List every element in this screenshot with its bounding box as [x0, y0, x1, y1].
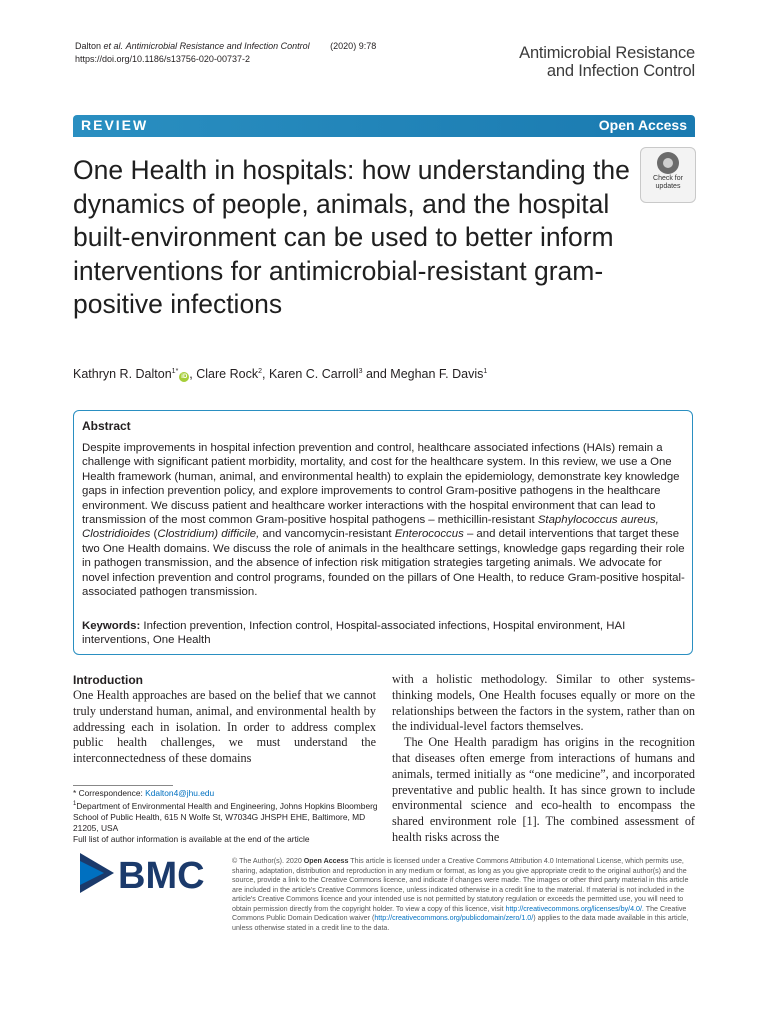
- abstract-part: – and detail interventions that target these two One Health domains. We discuss the role of animals in the healthcare settings, knowledge gaps regarding their role in pathogen transmission, and the absence of infection risk mitigation strategies targeting animals. We advocate for novel infection prevention and control programs, founded on the pillars of One Health, to reduce Gram-positive hospital-associated pathogen transmission.: [82, 528, 685, 599]
- header-author: Dalton: [75, 41, 102, 51]
- running-header: [75, 40, 376, 66]
- check-for-line2: updates: [655, 183, 681, 190]
- bmc-logo-text: BMC: [118, 855, 205, 893]
- body-paragraph: One Health approaches are based on the belief that we cannot truly understand human, animal, and environmental health by addressing each in isolation. In order to address complex public health challenges, we must understand the interconnectedness of these domains: [73, 688, 376, 766]
- check-for-updates-badge[interactable]: [640, 147, 696, 203]
- header-journal: Antimicrobial Resistance and Infection Control: [125, 41, 310, 51]
- correspondence: [73, 788, 378, 799]
- affiliation-text: Department of Environmental Health and Engineering, Johns Hopkins Bloomberg School of Public Health, 615 N Wolfe St, W7034G JHSPH EHE, Baltimore, MD 21205, USA: [73, 800, 378, 833]
- article-title: One Health in hospitals: how understanding the dynamics of people, animals, and the hospital built-environment can be used to better inform interventions for antimicrobial-resistant gram-positive infections: [73, 155, 630, 319]
- section-heading-introduction: Introduction: [73, 673, 143, 687]
- organism-name: Clostridium) difficile,: [157, 528, 260, 541]
- license-text: This article is licensed under a Creative Commons Attribution 4.0 International License, which permits use, sharing, adaptation, distribution and reproduction in any medium or format, as long as you give appropriate credit to the original author(s) and the source, provide a link to the Creative Commons licence, and indicate if changes were made. The images or other third party material in this article are included in the article's Creative Commons licence, unless indicated otherwise in a credit line to the material. If material is not included in the article's Creative Commons licence and your intended use is not permitted by statutory regulation or exceeds the permitted use, you will need to obtain permission directly from the copyright holder. To view a copy of this licence, visit: [232, 857, 689, 913]
- license-open-access: Open Access: [303, 857, 349, 865]
- license-copyright: © The Author(s). 2020: [232, 857, 302, 865]
- body-column-left: [73, 688, 376, 767]
- keywords: [82, 619, 686, 648]
- body-paragraph: The One Health paradigm has origins in the recognition that diseases often emerge from interactions of humans and animals, termed initially as “one medicine”, and incorporated preventative and public health. It has since grown to include environmental science and eco-health to encompass the shared environment role [1]. The combined assessment of health risks across the: [392, 735, 695, 844]
- author-name[interactable]: Meghan F. Davis: [390, 367, 484, 381]
- author-affiliation-mark: 3: [358, 367, 363, 375]
- correspondence-label: * Correspondence:: [73, 788, 143, 798]
- abstract-part: and vancomycin-resistant: [262, 528, 392, 541]
- keywords-label: Keywords:: [82, 620, 141, 632]
- keywords-list: Infection prevention, Infection control, Hospital-associated infections, Hospital environment, HAI interventions, One Health: [82, 620, 626, 647]
- journal-name-line1: Antimicrobial Resistance: [519, 44, 695, 62]
- crossmark-icon: [657, 152, 679, 174]
- header-year-volume: (2020) 9:78: [330, 41, 377, 51]
- body-column-right: [392, 672, 695, 846]
- license-text: ) applies to the data made available in this article, unless otherwise stated in a credit line to the data.: [232, 914, 689, 932]
- affiliation: [73, 799, 378, 834]
- author-affiliation-mark: 1: [483, 367, 488, 375]
- footnote-divider: [73, 785, 173, 786]
- body-paragraph: with a holistic methodology. Similar to other systems-thinking models, One Health focuses equally or more on the relationships between the factors in the system, rather than on the individual-level factors themselves.: [392, 672, 695, 734]
- author-list: Kathryn R. Dalton$^{1*}$iD , Clare Rock$^2$, Karen C. Carroll$^3$ and Meghan F. Davis$^1$: [73, 367, 488, 381]
- affiliation-mark: 1: [73, 801, 77, 807]
- abstract-part: Despite improvements in hospital infection prevention and control, healthcare associated infections (HAIs) remain a challenge with significant patient morbidity, mortality, and cost for the healthcare system. In this review, we use a One Health framework (human, animal, and environmental health) to explain the epidemiology, demonstrate key knowledge gaps in infection prevention policy, and explore improvements to control Gram-positive pathogens in the healthcare environment. We discuss patient and healthcare worker interactions with the hospital environment that can lead to transmission of the most common Gram-positive hospital pathogens – methicillin-resistant: [82, 442, 680, 527]
- article-type-banner: [73, 115, 695, 137]
- abstract-text: [82, 441, 686, 599]
- public-domain-url-link[interactable]: http://creativecommons.org/publicdomain/zero/1.0/: [374, 914, 534, 922]
- journal-name: [519, 44, 695, 80]
- author-name[interactable]: Clare Rock: [196, 367, 259, 381]
- organism-name: Staphylococcus aureus, Clostridioides: [82, 514, 659, 541]
- footnotes: [73, 788, 378, 845]
- license-statement: [232, 857, 694, 933]
- orcid-icon[interactable]: iD: [181, 374, 188, 380]
- abstract-part: (: [153, 528, 158, 541]
- author-affiliation-mark: 2: [258, 367, 262, 375]
- header-doi[interactable]: https://doi.org/10.1186/s13756-020-00737-2: [75, 54, 250, 64]
- open-access-label: Open Access: [598, 117, 687, 133]
- bmc-logo[interactable]: [80, 853, 220, 893]
- license-url-link[interactable]: http://creativecommons.org/licenses/by/4.0/.: [505, 904, 644, 913]
- correspondence-email-link[interactable]: Kdalton4@jhu.edu: [145, 788, 215, 798]
- author-name[interactable]: Karen C. Carroll: [268, 367, 359, 381]
- check-for-line1: Check for: [653, 175, 683, 182]
- journal-name-line2: and Infection Control: [546, 62, 695, 80]
- header-et-al: et al.: [103, 41, 124, 51]
- author-name[interactable]: Kathryn R. Dalton: [73, 367, 172, 381]
- abstract-heading: Abstract: [82, 419, 131, 433]
- article-type-label: REVIEW: [81, 117, 149, 133]
- organism-name: Enterococcus: [394, 528, 464, 541]
- license-text: The Creative Commons Public Domain Dedication waiver (: [232, 904, 687, 922]
- full-author-info-note: Full list of author information is available at the end of the article: [73, 833, 310, 844]
- author-affiliation-mark: 1*: [171, 367, 179, 375]
